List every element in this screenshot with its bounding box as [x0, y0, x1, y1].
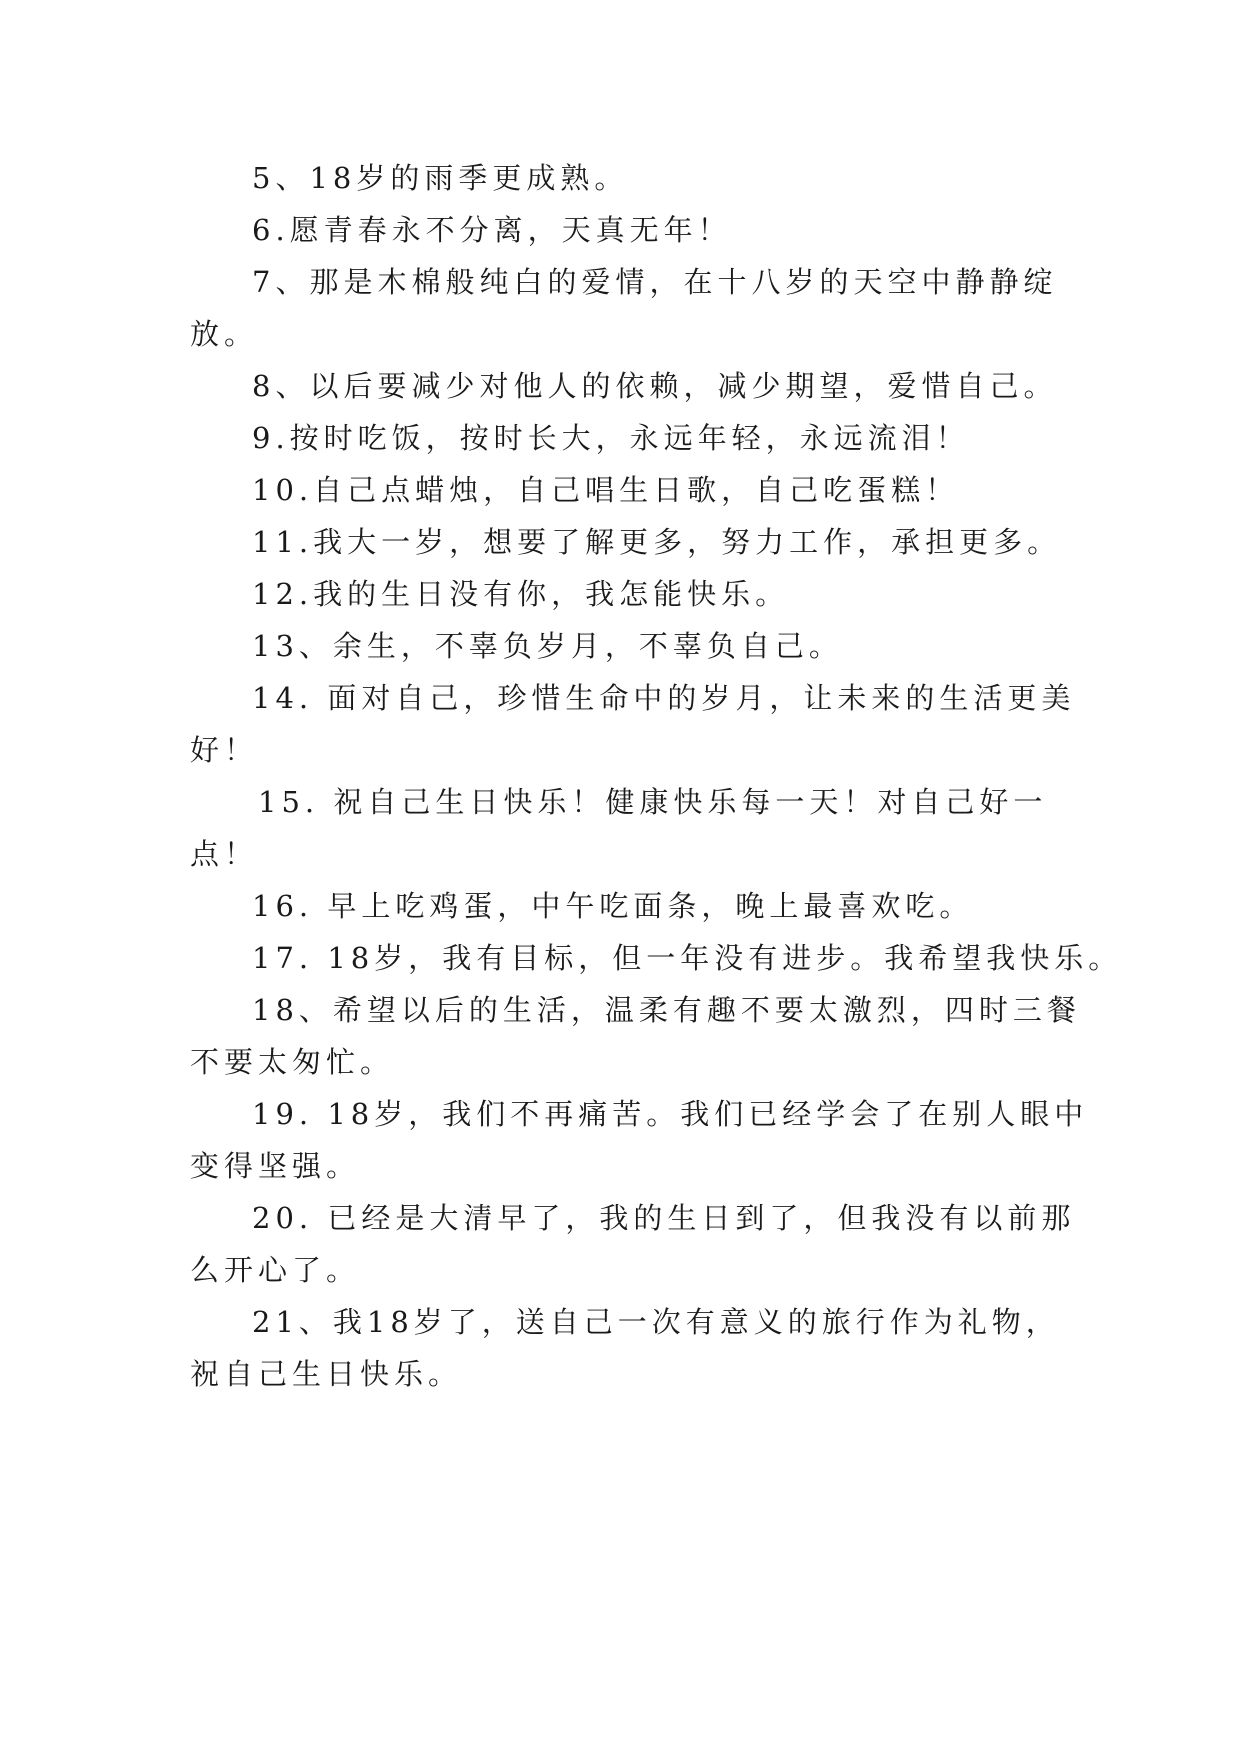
paragraph-line: 7、那是木棉般纯白的爱情，在十八岁的天空中静静绽: [252, 265, 1058, 299]
paragraph-line: 11.我大一岁，想要了解更多，努力工作，承担更多。: [252, 525, 1062, 559]
paragraph-line: 变得坚强。: [190, 1149, 361, 1183]
paragraph-line: 16. 早上吃鸡蛋，中午吃面条，晚上最喜欢吃。: [252, 889, 974, 923]
paragraph-line: 18、希望以后的生活，温柔有趣不要太激烈，四时三餐: [252, 993, 1081, 1027]
paragraph-line: 13、余生，不辜负岁月，不辜负自己。: [252, 629, 843, 663]
paragraph-line: 20. 已经是大清早了，我的生日到了，但我没有以前那: [252, 1201, 1076, 1235]
paragraph-line: 5、18岁的雨季更成熟。: [252, 161, 629, 195]
paragraph-line: 14. 面对自己，珍惜生命中的岁月，让未来的生活更美: [252, 681, 1076, 715]
paragraph-line: 8、以后要减少对他人的依赖，减少期望，爱惜自己。: [252, 369, 1058, 403]
paragraph-line: 10.自己点蜡烛，自己唱生日歌，自己吃蛋糕！: [252, 473, 960, 507]
paragraph-line: 好！: [190, 733, 259, 767]
paragraph-line: 放。: [190, 317, 259, 351]
paragraph-line: 么开心了。: [190, 1253, 361, 1287]
paragraph-line: 12.我的生日没有你，我怎能快乐。: [252, 577, 790, 611]
paragraph-line: 点！: [190, 837, 259, 871]
paragraph-line: 祝自己生日快乐。: [190, 1357, 463, 1391]
paragraph-line: 9.按时吃饭，按时长大，永远年轻，永远流泪！: [252, 421, 970, 455]
paragraph-line: 17. 18岁，我有目标，但一年没有进步。我希望我快乐。: [252, 941, 1123, 975]
paragraph-line: 15. 祝自己生日快乐！健康快乐每一天！对自己好一: [258, 785, 1048, 819]
paragraph-line: 6.愿青春永不分离，天真无年！: [252, 213, 732, 247]
paragraph-line: 19. 18岁，我们不再痛苦。我们已经学会了在别人眼中: [252, 1097, 1089, 1131]
paragraph-line: 不要太匆忙。: [190, 1045, 395, 1079]
paragraph-line: 21、我18岁了，送自己一次有意义的旅行作为礼物，: [252, 1305, 1060, 1339]
